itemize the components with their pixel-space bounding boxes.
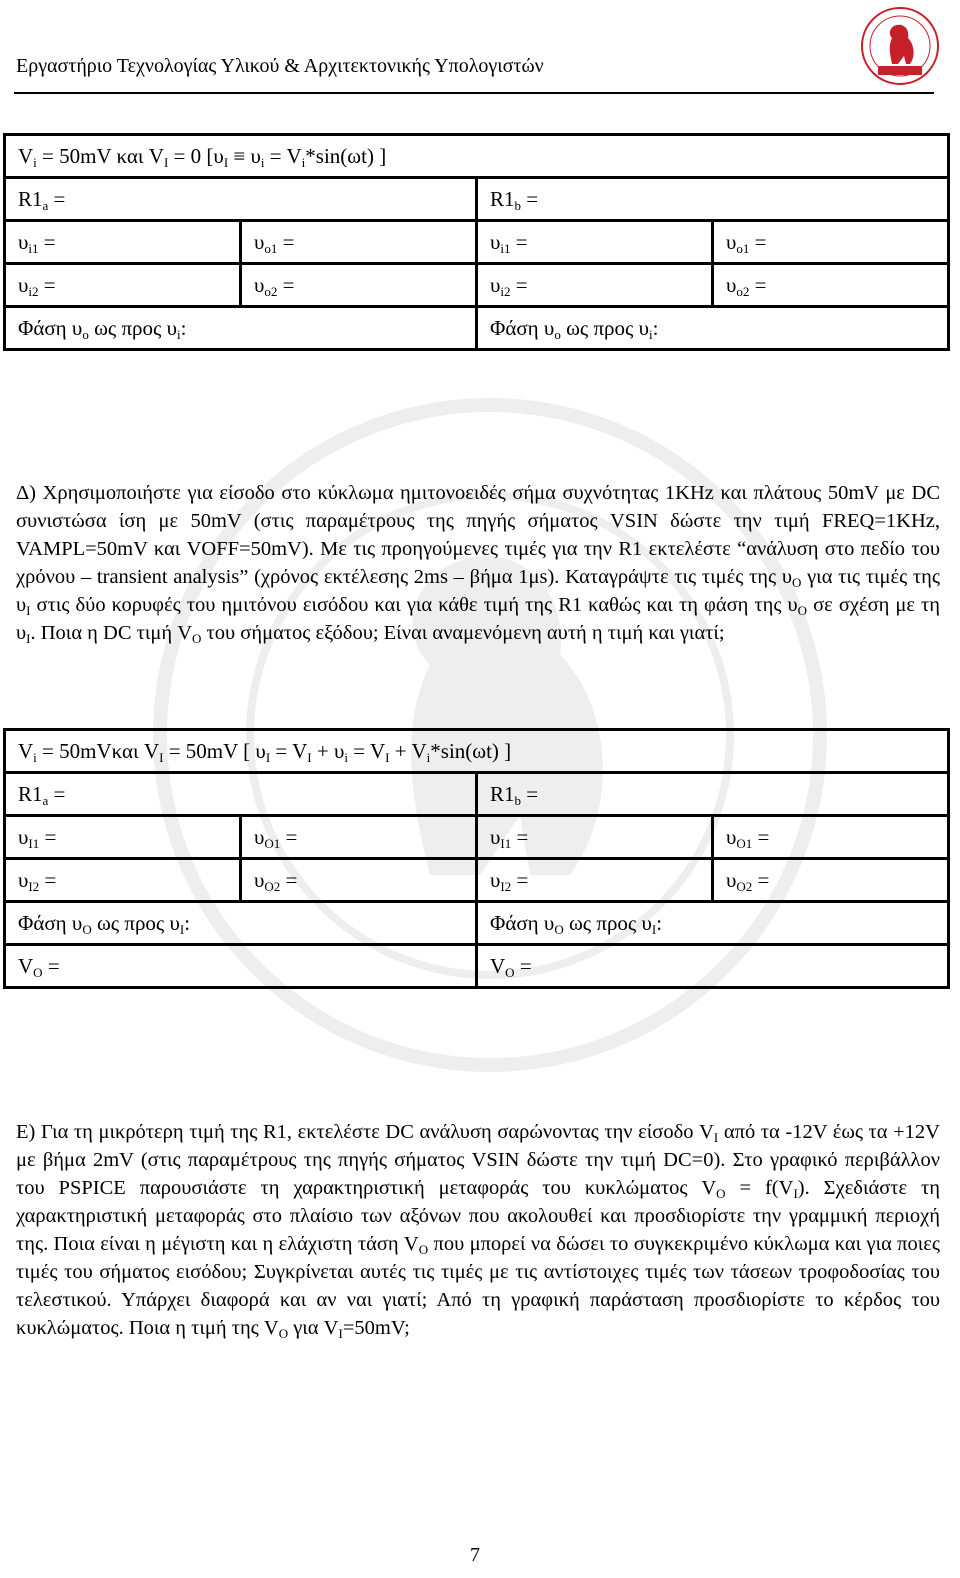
header-divider	[14, 92, 934, 94]
phase-a-field-2[interactable]: Φάση $\upsilon_O$ ως προς $\upsilon_I$:	[5, 902, 477, 945]
phase-b-field-2[interactable]: Φάση $\upsilon_O$ ως προς $\upsilon_I$:	[477, 902, 949, 945]
header-title: Εργαστήριο Τεχνολογίας Υλικού & Αρχιτεκτονικής Υπολογιστών	[16, 55, 544, 77]
uO1-b-field[interactable]: $\upsilon_{O1}$ =	[713, 816, 949, 859]
uO2-b-field[interactable]: $\upsilon_{O2}$ =	[713, 859, 949, 902]
r1b-field-2[interactable]: $R1_b$ =	[477, 773, 949, 816]
uo1-a-field[interactable]: $\upsilon_{o1}$ =	[241, 221, 477, 264]
measurement-table-2	[3, 728, 950, 989]
uO1-a-field[interactable]: $\upsilon_{O1}$ =	[241, 816, 477, 859]
section-d-paragraph: Δ) Χρησιμοποιήστε για είσοδο στο κύκλωμα ημιτονοειδές σήμα συχνότητας 1KHz και πλάτους 50mV με DC συνιστώσα ίση με 50mV (στις παραμέτρους της πηγής σήματος VSIN δώστε την τιμή FREQ=1KHz, VAMPL=50mV και VOFF=50mV). Με τις προηγούμενες τιμές για την R1 εκτελέστε “ανάλυση στο πεδίο του χρόνου – transient analysis” (χρόνος εκτέλεσης 2ms – βήμα 1μs). Καταγράψτε τις τιμές της $\upsilon_O$ για τις τιμές της $\upsilon_I$ στις δύο κορυφές του ημιτόνου εισόδου και για κάθε τιμή της R1 καθώς και τη φάση της $\upsilon_O$ σε σχέση με τη $\upsilon_I$. Ποια η DC τιμή $V_O$ του σήματος εξόδου; Είναι αναμενόμενη αυτή η τιμή και γιατί;	[16, 482, 940, 646]
section-e-paragraph: Ε) Για τη μικρότερη τιμή της R1, εκτελέστε DC ανάλυση σαρώνοντας την είσοδο $V_I$ από τα -12V έως τα +12V με βήμα 2mV (στις παραμέτρους της πηγής σήματος VSIN δώστε την τιμή DC=0). Στο γραφικό περιβάλλον του PSPICE παρουσιάστε τη χαρακτηριστική μεταφοράς του κυκλώματος $V_O = f(V_I)$. Σχεδιάστε τη χαρακτηριστική μεταφοράς στο πλαίσιο των αξόνων που ακολουθεί και προσδιορίστε την γραμμική περιοχή της. Ποια είναι η μέγιστη και η ελάχιστη τάση $V_O$ που μπορεί να δώσει το συγκεκριμένο κύκλωμα και για ποιες τιμές του σήματος εισόδου; Συγκρίνεται αυτές τις τιμές με τις αντίστοιχες τιμές των τάσεων τροφοδοσίας του τελεστικού. Υπάρχει διαφορά και αν ναι γιατί; Από τη γραφική παράσταση προσδιορίστε το κέρδος του κυκλώματος. Ποια η τιμή της $V_O$ για $V_I=50mV$;	[16, 1121, 941, 1341]
uI1-b-field[interactable]: $\upsilon_{I1}$ =	[477, 816, 713, 859]
uI1-a-field[interactable]: $\upsilon_{I1}$ =	[5, 816, 241, 859]
table2-title: $V_i = 50mV\kappa\alpha\iota$ $V_I = 50mV$ [ $\upsilon_I = V_I + \upsilon_i = V_I + V_i*\sin(\omega t)$ ]	[5, 730, 949, 773]
university-seal-icon	[858, 4, 942, 88]
r1b-field[interactable]: $R1_b$ =	[477, 178, 949, 221]
page-number: 7	[470, 1544, 480, 1566]
uo1-b-field[interactable]: $\upsilon_{o1}$ =	[713, 221, 949, 264]
uo2-b-field[interactable]: $\upsilon_{o2}$ =	[713, 264, 949, 307]
phase-b-field[interactable]: Φάση $\upsilon_o$ ως προς $\upsilon_i$:	[477, 307, 949, 350]
vo-a-field[interactable]: $V_O$ =	[5, 945, 477, 988]
uo2-a-field[interactable]: $\upsilon_{o2}$ =	[241, 264, 477, 307]
r1a-field[interactable]: $R1_a$ =	[5, 178, 477, 221]
uI2-b-field[interactable]: $\upsilon_{I2}$ =	[477, 859, 713, 902]
phase-a-field[interactable]: Φάση $\upsilon_o$ ως προς $\upsilon_i$:	[5, 307, 477, 350]
ui2-a-field[interactable]: $\upsilon_{i2}$ =	[5, 264, 241, 307]
table1-title: $V_i = 50mV$ και $V_I = 0$ [$\upsilon_I \equiv \upsilon_i = V_i*\sin(\omega t)$ ]	[5, 135, 949, 178]
vo-b-field[interactable]: $V_O$ =	[477, 945, 949, 988]
ui2-b-field[interactable]: $\upsilon_{i2}$ =	[477, 264, 713, 307]
uO2-a-field[interactable]: $\upsilon_{O2}$ =	[241, 859, 477, 902]
measurement-table-1	[3, 133, 950, 351]
r1a-field-2[interactable]: $R1_a$ =	[5, 773, 477, 816]
uI2-a-field[interactable]: $\upsilon_{I2}$ =	[5, 859, 241, 902]
ui1-a-field[interactable]: $\upsilon_{i1}$ =	[5, 221, 241, 264]
ui1-b-field[interactable]: $\upsilon_{i1}$ =	[477, 221, 713, 264]
